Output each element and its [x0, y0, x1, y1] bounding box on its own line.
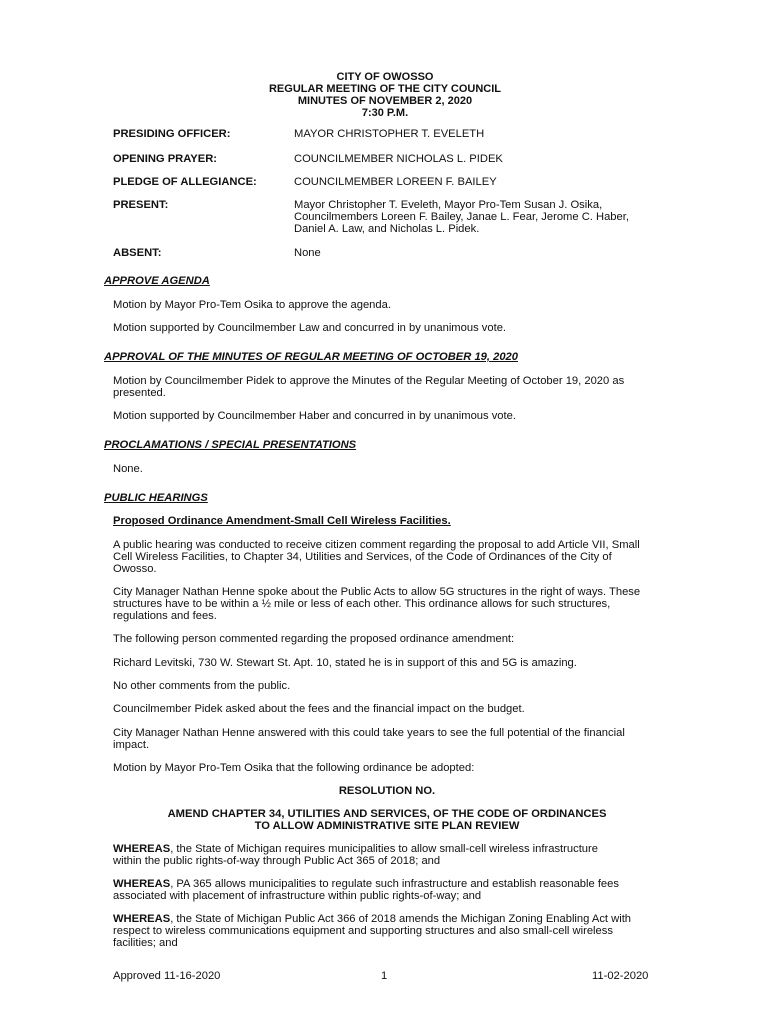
hearing-paragraph-4: Richard Levitski, 730 W. Stewart St. Apt. 10, stated he is in support of this and 5G is amazing. — [113, 657, 577, 669]
whereas-clause-3 — [113, 913, 658, 949]
absent-label: ABSENT: — [113, 247, 162, 259]
document-header — [0, 71, 770, 119]
hearing-paragraph-7: City Manager Nathan Henne answered with this could take years to see the full potential of the financial impact. — [113, 727, 625, 751]
footer-approved: Approved 11-16-2020 — [113, 970, 221, 982]
header-time: 7:30 P.M. — [361, 107, 409, 119]
presiding-value: MAYOR CHRISTOPHER T. EVELETH — [294, 128, 485, 140]
agenda-motion: Motion by Mayor Pro-Tem Osika to approve the agenda. — [113, 299, 391, 311]
minutes-motion: Motion by Councilmember Pidek to approve the Minutes of the Regular Meeting of October 19, 2020 as presented. — [113, 375, 625, 399]
whereas-keyword: WHEREAS — [113, 878, 171, 890]
whereas-text-1: , the State of Michigan requires municipalities to allow small-cell wireless infrastructure within the public rights-of-way through Public Act 365 of 2018; and — [113, 843, 598, 867]
section-proclamations: PROCLAMATIONS / SPECIAL PRESENTATIONS — [104, 439, 357, 451]
whereas-clause-1 — [113, 843, 603, 867]
hearing-subheading: Proposed Ordinance Amendment-Small Cell Wireless Facilities. — [113, 515, 451, 527]
minutes-support: Motion supported by Councilmember Haber and concurred in by unanimous vote. — [113, 410, 516, 422]
whereas-text-2: , PA 365 allows municipalities to regulate such infrastructure and establish reasonable fees associated with placement of infrastructure within public rights-of-way; and — [113, 878, 619, 902]
footer-page-number: 1 — [381, 970, 388, 982]
whereas-keyword: WHEREAS — [113, 843, 171, 855]
pledge-label: PLEDGE OF ALLEGIANCE: — [113, 176, 257, 188]
section-approve-minutes: APPROVAL OF THE MINUTES OF REGULAR MEETING OF OCTOBER 19, 2020 — [104, 351, 518, 363]
presiding-label: PRESIDING OFFICER: — [113, 128, 231, 140]
present-value: Mayor Christopher T. Eveleth, Mayor Pro-Tem Susan J. Osika, Councilmembers Loreen F. Bailey, Janae L. Fear, Jerome C. Haber, Daniel A. Law, and Nicholas L. Pidek. — [294, 199, 629, 235]
amend-title-line-2: TO ALLOW ADMINISTRATIVE SITE PLAN REVIEW — [254, 820, 520, 832]
prayer-label: OPENING PRAYER: — [113, 153, 218, 165]
pledge-value: COUNCILMEMBER LOREEN F. BAILEY — [294, 176, 497, 188]
hearing-paragraph-5: No other comments from the public. — [113, 680, 291, 692]
resolution-number: RESOLUTION NO. — [338, 785, 436, 797]
proclamations-none: None. — [113, 463, 143, 475]
hearing-paragraph-2: City Manager Nathan Henne spoke about the Public Acts to allow 5G structures in the right of ways. These structures have to be within a ½ mile or less of each other. This ordinance allows for such structures, regulations and fees. — [113, 586, 641, 622]
header-city: CITY OF OWOSSO — [336, 71, 434, 83]
whereas-keyword: WHEREAS — [113, 913, 171, 925]
amend-title-line-1: AMEND CHAPTER 34, UTILITIES AND SERVICES, OF THE CODE OF ORDINANCES — [167, 808, 607, 820]
footer-date: 11-02-2020 — [592, 970, 649, 982]
hearing-paragraph-8: Motion by Mayor Pro-Tem Osika that the following ordinance be adopted: — [113, 762, 475, 774]
section-approve-agenda: APPROVE AGENDA — [104, 275, 210, 287]
hearing-paragraph-1: A public hearing was conducted to receive citizen comment regarding the proposal to add Article VII, Small Cell Wireless Facilities, to Chapter 34, Utilities and Services, of the Code of Ordinances of the City of Owosso. — [113, 539, 640, 575]
whereas-clause-2 — [113, 878, 661, 902]
absent-value: None — [294, 247, 321, 259]
hearing-paragraph-6: Councilmember Pidek asked about the fees and the financial impact on the budget. — [113, 703, 525, 715]
section-public-hearings: PUBLIC HEARINGS — [104, 492, 208, 504]
prayer-value: COUNCILMEMBER NICHOLAS L. PIDEK — [294, 153, 503, 165]
hearing-paragraph-3: The following person commented regarding the proposed ordinance amendment: — [113, 633, 515, 645]
header-minutes-date: MINUTES OF NOVEMBER 2, 2020 — [297, 95, 473, 107]
agenda-support: Motion supported by Councilmember Law and concurred in by unanimous vote. — [113, 322, 507, 334]
header-meeting: REGULAR MEETING OF THE CITY COUNCIL — [268, 83, 502, 95]
present-label: PRESENT: — [113, 199, 169, 211]
whereas-text-3: , the State of Michigan Public Act 366 of 2018 amends the Michigan Zoning Enabling Act with respect to wireless communications equipment and supporting structures and also small-cell wireless facilities; and — [113, 913, 632, 949]
